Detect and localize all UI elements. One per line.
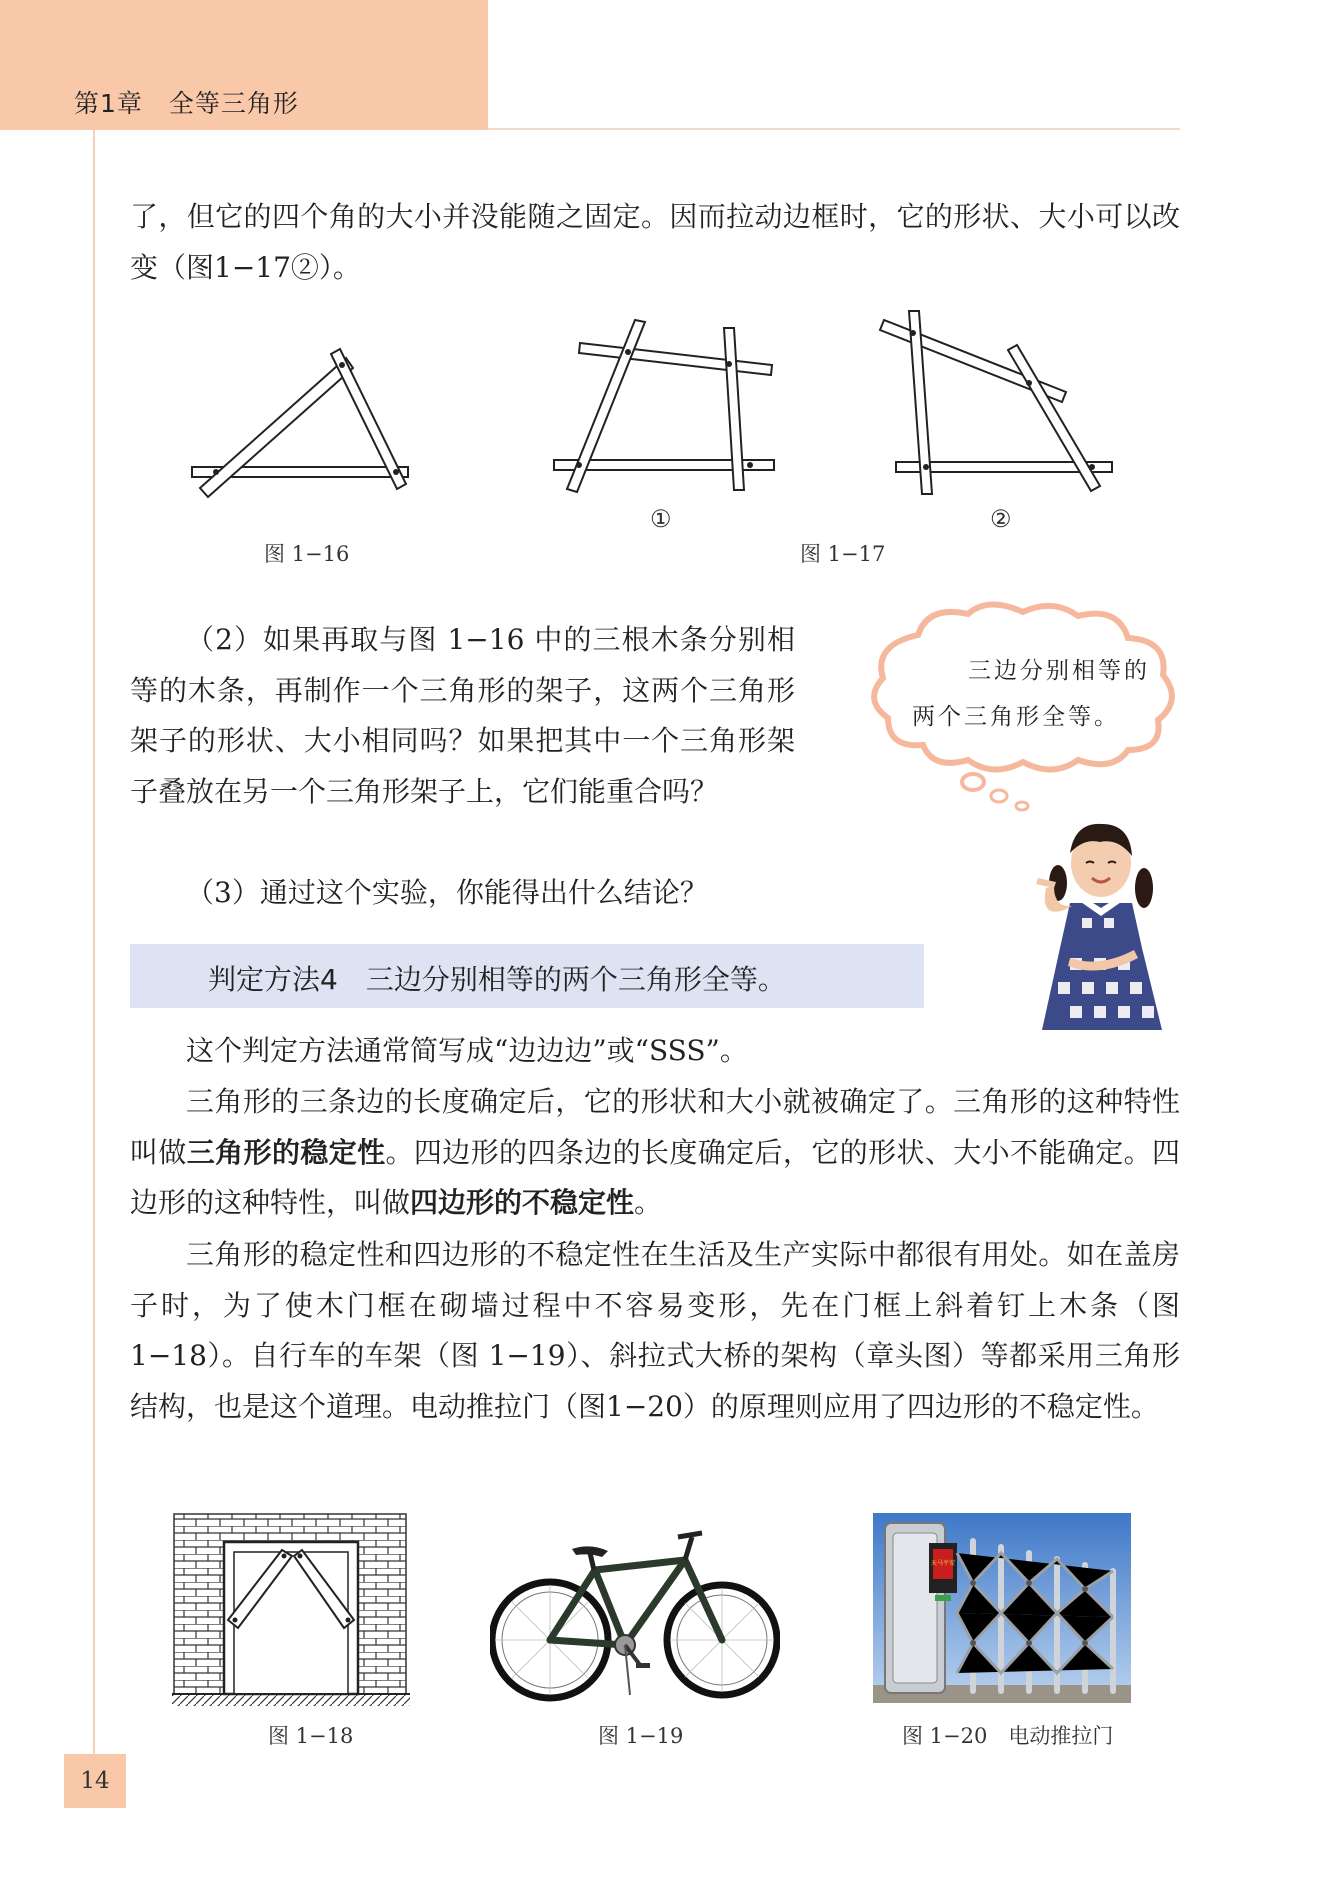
paragraph-continuation: 了，但它的四个角的大小并没能随之固定。因而拉动边框时，它的形状、大小可以改变（图1−17②）。	[130, 200, 1180, 284]
page-number: 14	[80, 1768, 110, 1794]
thought-bubble-line1: 三边分别相等的	[968, 658, 1150, 684]
thought-bubble-line2: 两个三角形全等。	[912, 704, 1120, 730]
theorem-box	[130, 944, 924, 1008]
square-top-bar	[579, 343, 772, 375]
caption-fig-1-17-sub1: ①	[650, 505, 672, 533]
stability-text-c: 。四边形的四条边的长度确定后，它的形状、大小不能确定。四边形的这种特性，叫做	[130, 1135, 1180, 1219]
paragraph-sss-abbreviation: 这个判定方法通常简写成“边边边”或“SSS”。	[186, 1034, 748, 1067]
term-triangle-stability: 三角形的稳定性	[186, 1135, 386, 1169]
girl-pointing-illustration	[1030, 808, 1180, 1030]
gate-sign-text: 天马平安	[930, 1560, 956, 1567]
caption-fig-1-17: 图 1−17	[800, 542, 886, 566]
figure-1-18-door-frame	[172, 1512, 410, 1708]
paragraph-question-2: （2）如果再取与图 1−16 中的三根木条分别相等的木条，再制作一个三角形的架子，这两个三角形架子的形状、大小相同吗？如果把其中一个三角形架子叠放在另一个三角形架子上，它们能重合吗？	[130, 623, 795, 808]
figure-1-16-triangle-frame	[188, 340, 418, 500]
page-number-box	[64, 1754, 126, 1808]
stability-text-e: 。	[634, 1186, 663, 1219]
term-quadrilateral-instability: 四边形的不稳定性	[410, 1186, 635, 1219]
figure-1-17-skewed-frame	[876, 308, 1116, 498]
caption-fig-1-20: 图 1−20 电动推拉门	[902, 1724, 1114, 1748]
figure-1-19-bicycle	[490, 1525, 780, 1705]
stability-text-a: 三角形的三条边的长度确定后，它的形状和大小就被确定了。三角形的这种特性叫做	[130, 1085, 1180, 1169]
caption-fig-1-18: 图 1−18	[268, 1724, 354, 1748]
paragraph-question-3: （3）通过这个实验，你能得出什么结论？	[186, 876, 708, 909]
paragraph-applications: 三角形的稳定性和四边形的不稳定性在生活及生产实际中都很有用处。如在盖房子时，为了使木门框在砌墙过程中不容易变形，先在门框上斜着钉上木条（图 1−18）。自行车的车架（图 1−19）、斜拉式大桥的架构（章头图）等都采用三角形结构，也是这个道理。电动推拉门（图1−20）的原理则应用了四边形的不稳定性。	[130, 1238, 1180, 1423]
caption-fig-1-17-sub2: ②	[990, 505, 1012, 533]
header-rule	[488, 128, 1180, 130]
caption-fig-1-19: 图 1−19	[598, 1724, 684, 1748]
margin-rule	[93, 130, 95, 1755]
caption-fig-1-16: 图 1−16	[264, 542, 350, 566]
chapter-title: 第1章 全等三角形	[74, 89, 299, 118]
figure-1-20-electric-gate	[873, 1513, 1131, 1703]
figure-1-17-square-frame	[552, 318, 782, 498]
paragraph-stability	[130, 1077, 1180, 1229]
theorem-text: 判定方法4 三边分别相等的两个三角形全等。	[208, 963, 786, 996]
